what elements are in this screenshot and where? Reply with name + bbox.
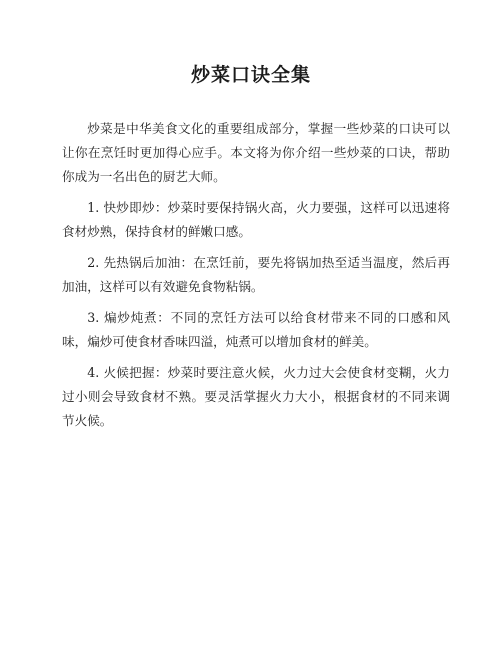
tip-paragraph-2: 2. 先热锅后加油：在烹饪前，要先将锅加热至适当温度，然后再加油，这样可以有效避免食物粘锅。: [62, 255, 450, 294]
intro-paragraph: 炒菜是中华美食文化的重要组成部分，掌握一些炒菜的口诀可以让你在烹饪时更加得心应手。本文将为你介绍一些炒菜的口诀，帮助你成为一名出色的厨艺大师。: [62, 121, 450, 184]
document-title: 炒菜口诀全集: [190, 64, 311, 86]
tip-paragraph-4: 4. 火候把握：炒菜时要注意火候，火力过大会使食材变糊，火力过小则会导致食材不熟。要灵活掌握火力大小，根据食材的不同来调节火候。: [62, 365, 450, 428]
tip-paragraph-1: 1. 快炒即炒：炒菜时要保持锅火高，火力要强，这样可以迅速将食材炒熟，保持食材的鲜嫩口感。: [62, 200, 450, 239]
tip-paragraph-3: 3. 煸炒炖煮：不同的烹饪方法可以给食材带来不同的口感和风味，煸炒可使食材香味四溢，炖煮可以增加食材的鲜美。: [62, 310, 450, 349]
